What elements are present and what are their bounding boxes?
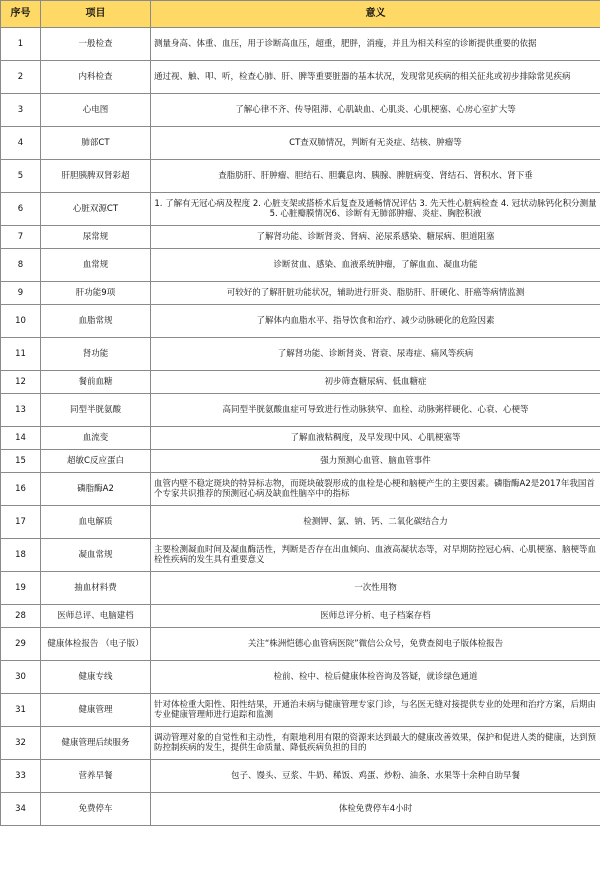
table-row	[1, 305, 600, 338]
row-item: 血脂常规	[41, 305, 151, 338]
row-meaning: 针对体检重大阳性、阳性结果，开通治未病与健康管理专家门诊，与名医无缝对接提供专业的处理和治疗方案，后期由专业健康管理师进行追踪和监测	[151, 694, 600, 727]
row-number: 3	[1, 94, 41, 127]
row-number: 29	[1, 628, 41, 661]
row-meaning: 诊断贫血、感染、血液系统肿瘤，了解血血、凝血功能	[151, 249, 600, 282]
row-meaning: 了解心律不齐、传导阻滞、心肌缺血、心肌炎、心肌梗塞、心房心室扩大等	[151, 94, 600, 127]
row-item: 健康体检报告 （电子版）	[41, 628, 151, 661]
row-meaning: 了解肾功能、诊断肾炎、肾病、泌尿系感染、糖尿病、胆道阻塞	[151, 226, 600, 249]
row-number: 10	[1, 305, 41, 338]
row-item: 磷脂酶A2	[41, 473, 151, 506]
table-row	[1, 160, 600, 193]
row-item: 一般检查	[41, 28, 151, 61]
row-number: 6	[1, 193, 41, 226]
row-item: 凝血常规	[41, 539, 151, 572]
table-row	[1, 473, 600, 506]
row-item: 餐前血糖	[41, 371, 151, 394]
row-meaning: CT查双肺情况，判断有无炎症、结核、肿瘤等	[151, 127, 600, 160]
row-meaning: 检测钾、氯、钠、钙、二氧化碳结合力	[151, 506, 600, 539]
row-item: 营养早餐	[41, 760, 151, 793]
row-meaning: 主要检测凝血时间及凝血酶活性，判断是否存在出血倾向、血液高凝状态等，对早期防控冠心病、心肌梗塞、脑梗等血栓性疾病的发生具有重要意义	[151, 539, 600, 572]
row-meaning: 包子、馒头、豆浆、牛奶、稀饭、鸡蛋、炒粉、油条、水果等十余种自助早餐	[151, 760, 600, 793]
row-meaning: 关注“株洲恺德心血管病医院”微信公众号，免费查阅电子版体检报告	[151, 628, 600, 661]
row-number: 17	[1, 506, 41, 539]
table-row	[1, 628, 600, 661]
row-number: 16	[1, 473, 41, 506]
table-row	[1, 727, 600, 760]
table-row	[1, 506, 600, 539]
row-number: 13	[1, 394, 41, 427]
table-row	[1, 394, 600, 427]
row-number: 4	[1, 127, 41, 160]
row-meaning: 体检免费停车4小时	[151, 793, 600, 826]
row-item: 超敏C反应蛋白	[41, 450, 151, 473]
table-row	[1, 94, 600, 127]
table-row	[1, 450, 600, 473]
table-row	[1, 127, 600, 160]
row-number: 2	[1, 61, 41, 94]
row-meaning: 医师总评分析、电子档案存档	[151, 605, 600, 628]
row-meaning: 了解肾功能、诊断肾炎、肾衰、尿毒症、痛风等疾病	[151, 338, 600, 371]
row-number: 15	[1, 450, 41, 473]
row-number: 7	[1, 226, 41, 249]
row-item: 医师总评、电脑建档	[41, 605, 151, 628]
row-number: 19	[1, 572, 41, 605]
row-meaning: 可较好的了解肝脏功能状况，辅助进行肝炎、脂肪肝、肝硬化、肝癌等病情监测	[151, 282, 600, 305]
row-number: 1	[1, 28, 41, 61]
row-item: 心电图	[41, 94, 151, 127]
row-meaning: 强力预测心血管、脑血管事件	[151, 450, 600, 473]
row-meaning: 检前、检中、检后健康体检咨询及答疑，就诊绿色通道	[151, 661, 600, 694]
row-item: 肝功能9项	[41, 282, 151, 305]
row-meaning: 通过视、触、叩、听，检查心肺、肝、脾等重要脏器的基本状况，发现常见疾病的相关征兆或初步排除常见疾病	[151, 61, 600, 94]
table-row	[1, 338, 600, 371]
row-meaning: 测量身高、体重、血压，用于诊断高血压，超重，肥胖，消瘦，并且为相关科室的诊断提供重要的依据	[151, 28, 600, 61]
row-meaning: 1. 了解有无冠心病及程度 2. 心脏支架或搭桥术后复查及通畅情况评估 3. 先天性心脏病检查 4. 冠状动脉钙化积分测量 5. 心脏瓣膜情况6、诊断有无肺部肿瘤、炎症、胸腔积液	[151, 193, 600, 226]
header-meaning: 意义	[151, 1, 600, 28]
header-item: 项目	[41, 1, 151, 28]
row-item: 肺部CT	[41, 127, 151, 160]
row-item: 肝胆胰脾双肾彩超	[41, 160, 151, 193]
table-body	[1, 28, 600, 826]
row-number: 32	[1, 727, 41, 760]
table-row	[1, 249, 600, 282]
row-meaning: 血管内壁不稳定斑块的特异标志物，而斑块破裂形成的血栓是心梗和脑梗产生的主要因素。磷脂酶A2是2017年我国首个专家共识推荐的预测冠心病及缺血性脑卒中的指标	[151, 473, 600, 506]
row-item: 心脏双源CT	[41, 193, 151, 226]
table-header-row	[1, 1, 600, 28]
row-number: 31	[1, 694, 41, 727]
row-meaning: 一次性用物	[151, 572, 600, 605]
table-row	[1, 572, 600, 605]
row-item: 血流变	[41, 427, 151, 450]
row-number: 28	[1, 605, 41, 628]
row-item: 血常规	[41, 249, 151, 282]
row-item: 抽血材料费	[41, 572, 151, 605]
row-meaning: 查脂肪肝、肝肿瘤、胆结石、胆囊息肉、胰腺、脾脏病变、肾结石、肾积水、肾下垂	[151, 160, 600, 193]
row-item: 健康管理	[41, 694, 151, 727]
row-number: 5	[1, 160, 41, 193]
row-item: 肾功能	[41, 338, 151, 371]
row-item: 尿常规	[41, 226, 151, 249]
row-number: 14	[1, 427, 41, 450]
row-number: 33	[1, 760, 41, 793]
row-item: 健康专线	[41, 661, 151, 694]
row-number: 12	[1, 371, 41, 394]
row-number: 8	[1, 249, 41, 282]
row-meaning: 高同型半胱氨酸血症可导致进行性动脉狭窄、血栓、动脉粥样硬化、心衰、心梗等	[151, 394, 600, 427]
table-row	[1, 661, 600, 694]
row-meaning: 初步筛查糖尿病、低血糖症	[151, 371, 600, 394]
row-number: 30	[1, 661, 41, 694]
row-meaning: 调动管理对象的自觉性和主动性，有限地利用有限的资源来达到最大的健康改善效果，保护和促进人类的健康，达到预防控制疾病的发生，提供生命质量、降低疾病负担的目的	[151, 727, 600, 760]
table-row	[1, 371, 600, 394]
table-row	[1, 282, 600, 305]
table-row	[1, 760, 600, 793]
table-row	[1, 193, 600, 226]
row-item: 内科检查	[41, 61, 151, 94]
table-row	[1, 61, 600, 94]
row-meaning: 了解血液粘稠度，及早发现中风、心肌梗塞等	[151, 427, 600, 450]
row-item: 健康管理后续服务	[41, 727, 151, 760]
table-row	[1, 427, 600, 450]
header-no: 序号	[1, 1, 41, 28]
row-number: 9	[1, 282, 41, 305]
row-number: 18	[1, 539, 41, 572]
table-row	[1, 28, 600, 61]
row-number: 34	[1, 793, 41, 826]
row-item: 免费停车	[41, 793, 151, 826]
row-item: 血电解质	[41, 506, 151, 539]
table-row	[1, 539, 600, 572]
row-number: 11	[1, 338, 41, 371]
table-row	[1, 605, 600, 628]
row-meaning: 了解体内血脂水平、指导饮食和治疗、减少动脉硬化的危险因素	[151, 305, 600, 338]
table-row	[1, 694, 600, 727]
row-item: 同型半胱氨酸	[41, 394, 151, 427]
table-row	[1, 226, 600, 249]
table-row	[1, 793, 600, 826]
